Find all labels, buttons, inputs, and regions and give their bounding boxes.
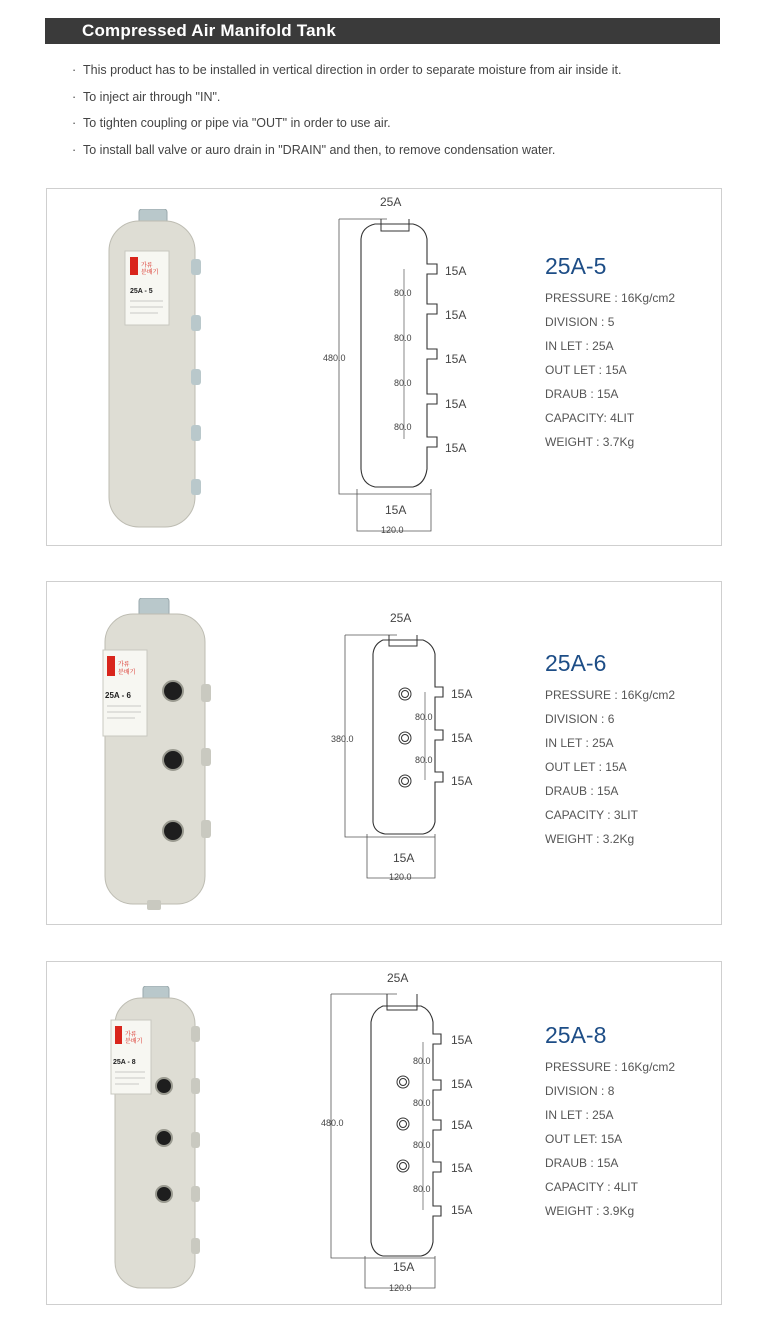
outlet-label: 15A <box>451 774 473 788</box>
width-label: 120.0 <box>389 1283 412 1293</box>
height-label: 480.0 <box>321 1118 344 1128</box>
height-label: 380.0 <box>331 734 354 744</box>
note-text: This product has to be installed in vertical direction in order to separate moisture from air inside it. <box>83 63 622 77</box>
pitch-label: 80.0 <box>394 288 412 298</box>
spec-row: DRAUB : 15A <box>545 784 619 798</box>
dim-top-label: 25A <box>380 195 402 209</box>
model-name: 25A-6 <box>545 650 607 676</box>
outlet-label: 15A <box>451 1033 473 1047</box>
spec-block <box>545 253 675 454</box>
tank-photo <box>101 598 211 914</box>
spec-row: OUT LET : 15A <box>545 760 627 774</box>
tank-label-text: 25A - 5 <box>130 288 153 295</box>
pitch-label: 80.0 <box>394 422 412 432</box>
svg-text:분배기: 분배기 <box>118 670 136 676</box>
spec-row: DIVISION : 8 <box>545 1084 615 1098</box>
note-item: · This product has to be installed in vertical direction in order to separate moisture from air inside it. <box>72 63 622 77</box>
spec-row: WEIGHT : 3.9Kg <box>545 1204 635 1218</box>
dim-top-label: 25A <box>387 971 409 985</box>
outlet-label: 15A <box>445 397 467 411</box>
spec-row: WEIGHT : 3.7Kg <box>545 435 635 449</box>
note-item: · To install ball valve or auro drain in "DRAIN" and then, to remove condensation water. <box>72 142 556 157</box>
model-name: 25A-5 <box>545 253 607 279</box>
pitch-label: 80.0 <box>413 1140 431 1150</box>
width-label: 120.0 <box>389 872 412 882</box>
bottom-label: 15A <box>385 503 407 517</box>
outlet-label: 15A <box>445 308 467 322</box>
spec-row: OUT LET: 15A <box>545 1132 623 1146</box>
product-panel-25a-8 <box>46 961 722 1305</box>
outlet-label: 15A <box>451 731 473 745</box>
spec-row: IN LET : 25A <box>545 339 614 353</box>
pitch-label: 80.0 <box>394 378 412 388</box>
outlet-label: 15A <box>451 1161 473 1175</box>
width-label: 120.0 <box>381 525 404 535</box>
spec-row: WEIGHT : 3.2Kg <box>545 832 635 846</box>
outlet-label: 15A <box>451 1077 473 1091</box>
spec-row: PRESSURE : 16Kg/cm2 <box>545 291 676 305</box>
bottom-label: 15A <box>393 851 415 865</box>
spec-row: DRAUB : 15A <box>545 1156 619 1170</box>
model-name: 25A-8 <box>545 1022 607 1048</box>
note-item: · To tighten coupling or pipe via "OUT" in order to use air. <box>72 116 391 130</box>
dim-top-label: 25A <box>390 611 412 625</box>
spec-row: OUT LET : 15A <box>545 363 627 377</box>
note-text: To tighten coupling or pipe via "OUT" in order to use air. <box>83 116 391 130</box>
svg-text:가류: 가류 <box>125 1032 137 1038</box>
page-title: Compressed Air Manifold Tank <box>82 21 337 40</box>
spec-row: CAPACITY: 4LIT <box>545 411 635 425</box>
spec-row: IN LET : 25A <box>545 736 614 750</box>
note-text: To inject air through "IN". <box>83 89 221 104</box>
outlet-label: 15A <box>445 441 467 455</box>
spec-row: IN LET : 25A <box>545 1108 614 1122</box>
svg-text:분배기: 분배기 <box>141 270 159 276</box>
outlet-label: 15A <box>451 1118 473 1132</box>
tank-label-text: 25A - 6 <box>105 691 131 700</box>
pitch-label: 80.0 <box>413 1184 431 1194</box>
outlet-label: 15A <box>445 352 467 366</box>
header-bar <box>45 18 720 44</box>
outlet-label: 15A <box>451 687 473 701</box>
technical-drawing <box>317 962 487 1302</box>
technical-drawing <box>327 582 487 922</box>
outlet-label: 15A <box>445 264 467 278</box>
svg-text:가류: 가류 <box>141 263 153 269</box>
spec-row: CAPACITY : 3LIT <box>545 808 638 822</box>
pitch-label: 80.0 <box>415 712 433 722</box>
spec-row: DIVISION : 6 <box>545 712 615 726</box>
spec-block <box>545 1022 675 1223</box>
bottom-label: 15A <box>393 1260 415 1274</box>
usage-notes <box>72 60 712 166</box>
spec-row: PRESSURE : 16Kg/cm2 <box>545 688 676 702</box>
spec-row: DRAUB : 15A <box>545 387 619 401</box>
spec-row: DIVISION : 5 <box>545 315 615 329</box>
note-item: · To inject air through "IN". <box>72 89 221 104</box>
tank-photo <box>103 209 213 531</box>
product-panel-25a-5 <box>46 188 722 546</box>
pitch-label: 80.0 <box>413 1098 431 1108</box>
svg-text:분배기: 분배기 <box>125 1039 143 1045</box>
spec-block <box>545 650 675 851</box>
technical-drawing <box>317 189 477 541</box>
note-text: To install ball valve or auro drain in "DRAIN" and then, to remove condensation water. <box>83 142 556 157</box>
spec-row: PRESSURE : 16Kg/cm2 <box>545 1060 676 1074</box>
product-panel-25a-6 <box>46 581 722 925</box>
tank-label-text: 25A - 8 <box>113 1059 136 1066</box>
pitch-label: 80.0 <box>394 333 412 343</box>
tank-photo <box>109 986 209 1292</box>
svg-text:가류: 가류 <box>118 662 130 668</box>
pitch-label: 80.0 <box>415 755 433 765</box>
outlet-label: 15A <box>451 1203 473 1217</box>
height-label: 480.0 <box>323 353 346 363</box>
pitch-label: 80.0 <box>413 1056 431 1066</box>
spec-row: CAPACITY : 4LIT <box>545 1180 638 1194</box>
